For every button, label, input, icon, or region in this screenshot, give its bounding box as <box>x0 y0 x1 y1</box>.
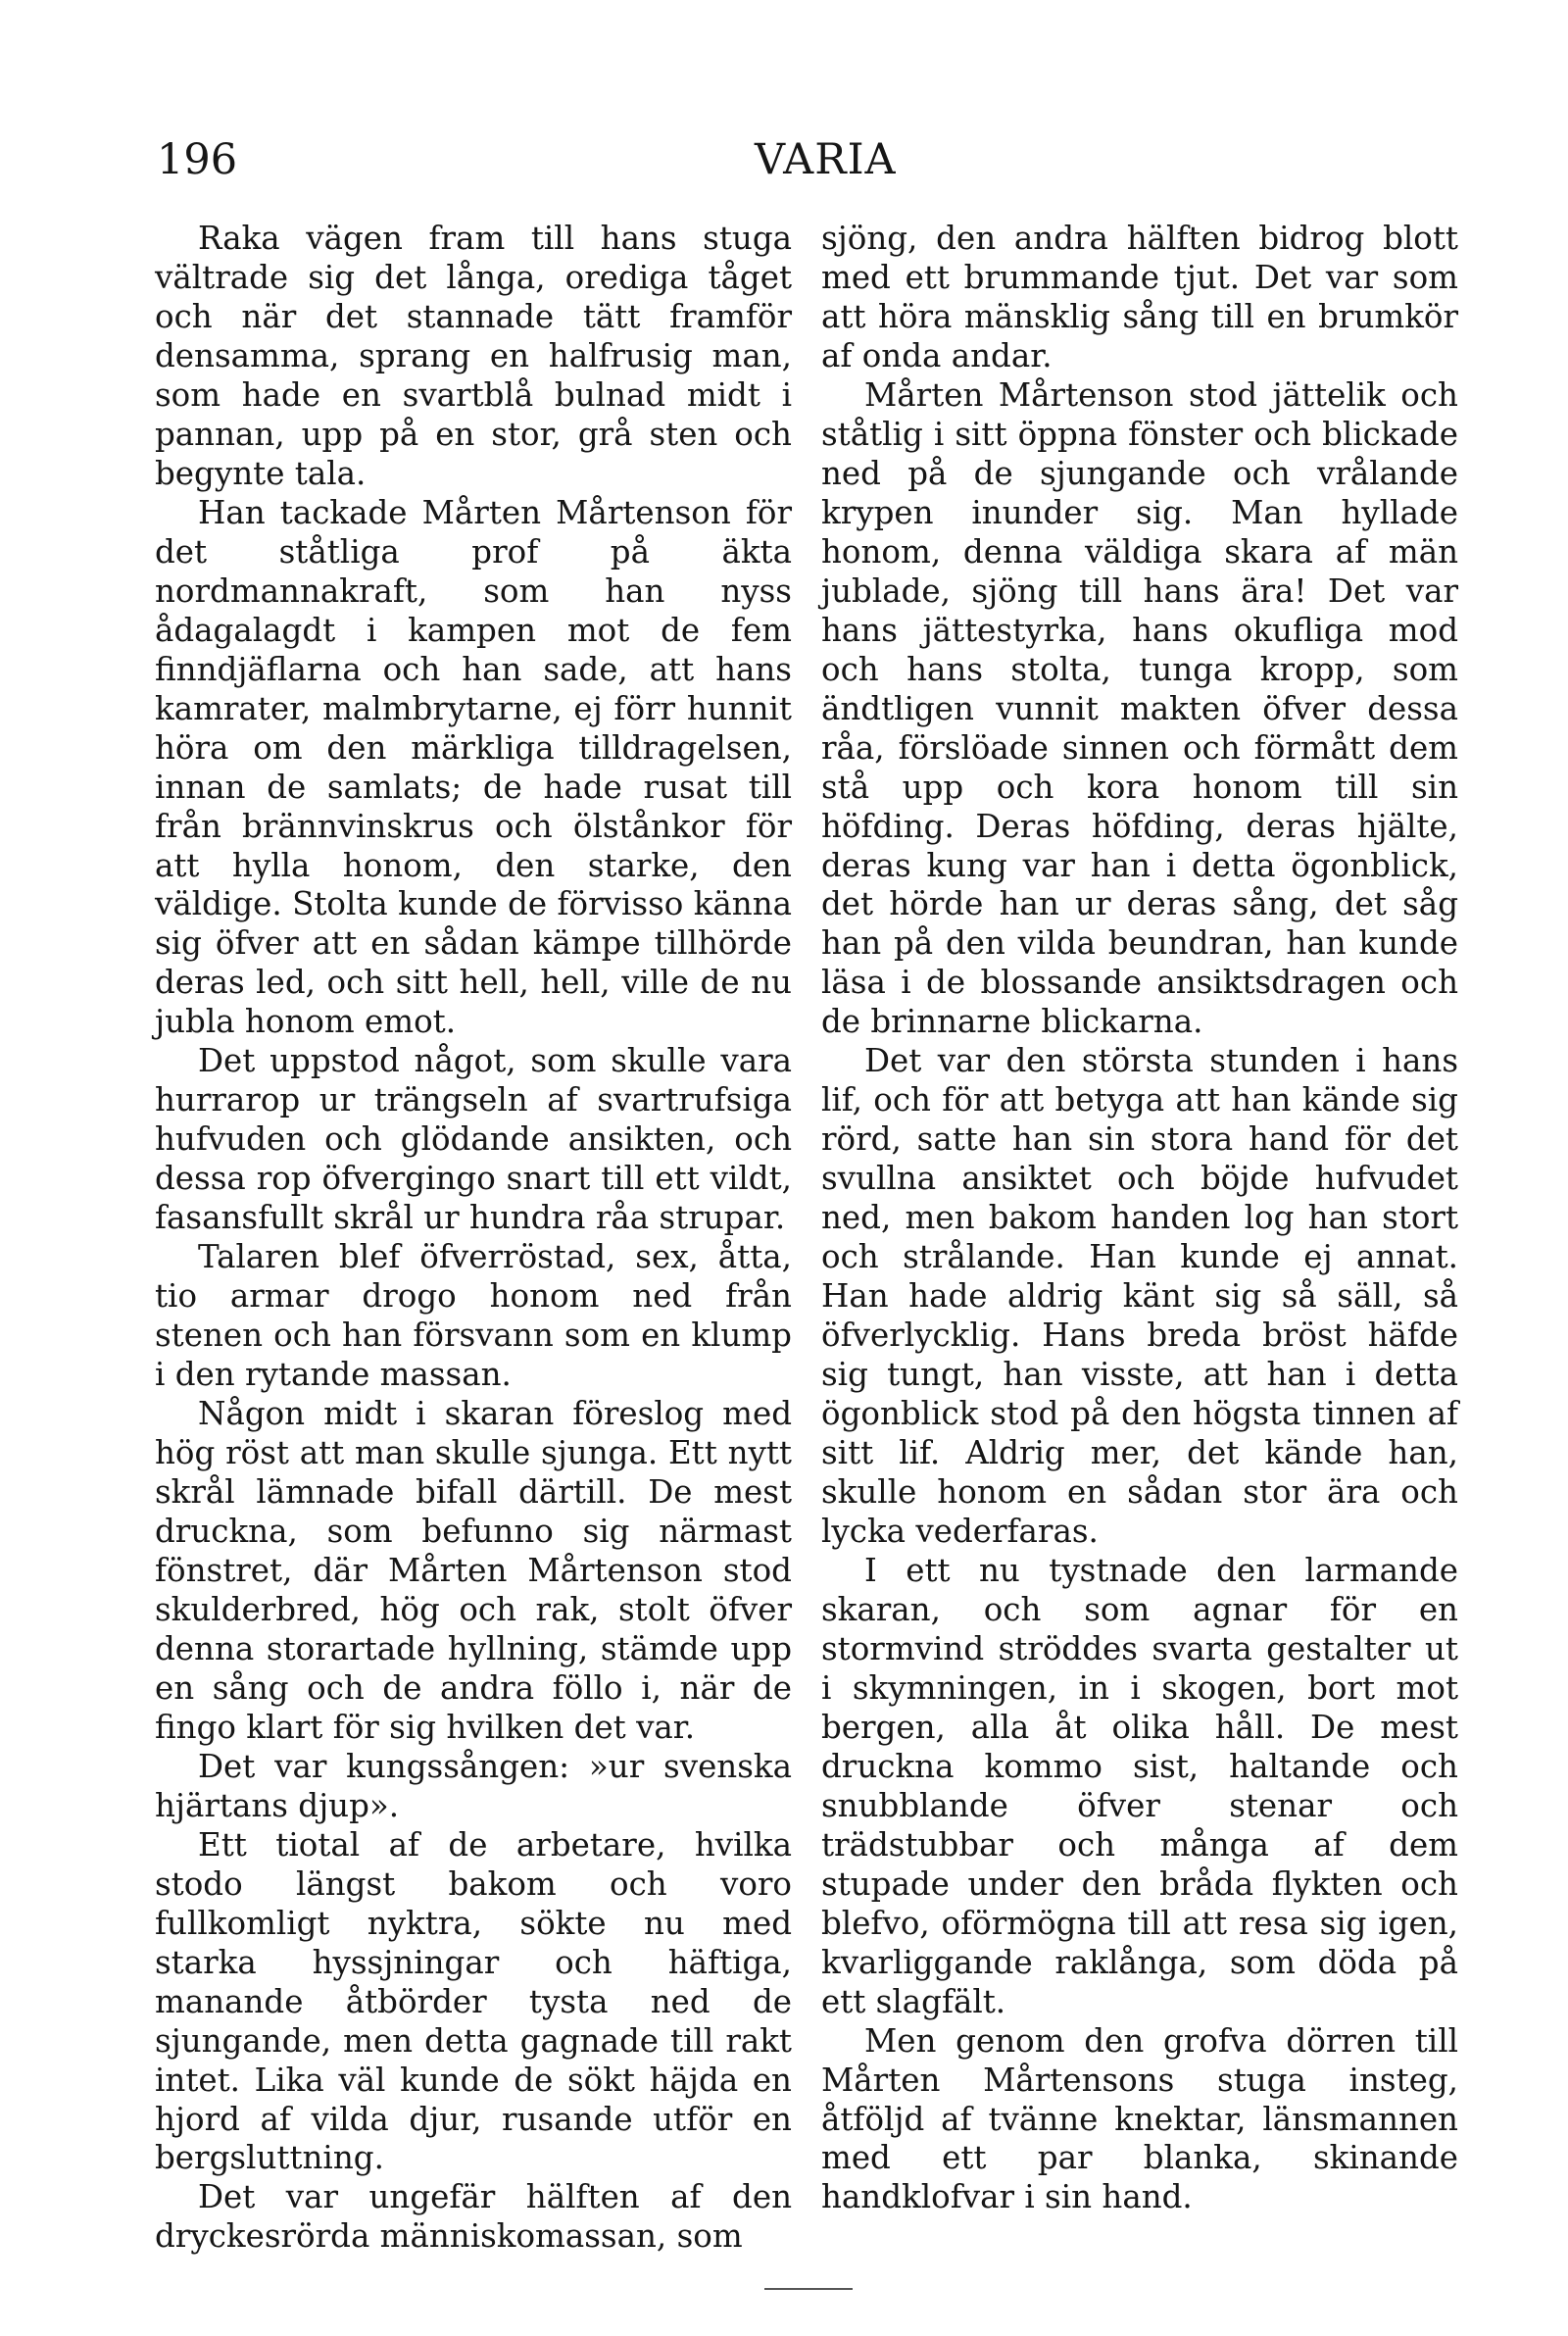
right-column <box>821 220 1458 2217</box>
paragraph: Någon midt i skaran föreslog med hög röst att man skulle sjunga. Ett nytt skrål lämnade bifall därtill. De mest druckna, som befunno sig närmast fönstret, där Mårten Mårtenson stod skulderbred, hög och rak, stolt öfver denna storartade hyllning, stämde upp en sång och de andra föllo i, när de fingo klart för sig hvilken det var. <box>155 1395 792 1746</box>
paragraph: Det uppstod något, som skulle vara hurrarop ur trängseln af svartrufsiga hufvuden och glödande ansikten, och dessa rop öfvergingo snart till ett vildt, fasansfullt skrål ur hundra råa strupar. <box>155 1042 792 1237</box>
running-head: VARIA <box>755 135 897 184</box>
paragraph: Talaren blef öfverröstad, sex, åtta, tio armar drogo honom ned från stenen och han försvann som en klump i den rytande massan. <box>155 1238 792 1394</box>
page-header <box>157 135 1475 194</box>
continued-paragraph: sjöng, den andra hälften bidrog blott med ett brummande tjut. Det var som att höra mänsklig sång till en brumkör af onda andar. <box>821 220 1458 374</box>
paragraph: I ett nu tystnade den larmande skaran, och som agnar för en stormvind ströddes svarta gestalter ut i skymningen, in i skogen, bort mot bergen, alla åt olika håll. De mest druckna kommo sist, haltande och snubblande öfver stenar och trädstubbar och många af dem stupade under den bråda flykten och blefvo, oförmögna till att resa sig igen, kvarliggande raklånga, som döda på ett slagfält. <box>821 1551 1458 2020</box>
paragraph: Mårten Mårtenson stod jättelik och ståtlig i sitt öppna fönster och blickade ned på de sjungande och vrålande krypen inunder sig. Man hyllade honom, denna väldiga skara af män jublade, sjöng till hans ära! Det var hans jättestyrka, hans okufliga mod och hans stolta, tunga kropp, som ändtligen vunnit makten öfver dessa råa, förslöade sinnen och förmått dem stå upp och kora honom till sin höfding. Deras höfding, deras hjälte, deras kung var han i detta ögonblick, det hörde han ur deras sång, det såg han på den vilda beundran, han kunde läsa i de blossande ansiktsdragen och de brinnarne blickarna. <box>821 375 1458 1041</box>
page-number: 196 <box>157 135 238 184</box>
paragraph: Det var den största stunden i hans lif, och för att betyga att han kände sig rörd, satte han sin stora hand för det svullna ansiktet och böjde hufvudet ned, men bakom handen log han stort och strålande. Han kunde ej annat. Han hade aldrig känt sig så säll, så öfverlycklig. Hans breda bröst häfde sig tungt, han visste, att han i detta ögonblick stod på den högsta tinnen af sitt lif. Aldrig mer, det kände han, skulle honom en sådan stor ära och lycka vederfaras. <box>821 1042 1458 1550</box>
paragraph: Men genom den grofva dörren till Mårten Mårtensons stuga insteg, åtföljd af tvänne knektar, länsmannen med ett par blanka, skinande handklofvar i sin hand. <box>821 2021 1458 2216</box>
end-rule <box>764 2288 853 2290</box>
paragraph: Det var kungssången: »ur svenska hjärtans djup». <box>155 1747 792 1824</box>
paragraph: Det var ungefär hälften af den dryckesrörda människomassan, som <box>155 2178 792 2256</box>
left-column <box>155 220 792 2257</box>
paragraph: Han tackade Mårten Mårtenson för det ståtliga prof på äkta nordmannakraft, som han nyss ådagalagdt i kampen mot de fem finndjäflarna och han sade, att hans kamrater, malmbrytarne, ej förr hunnit höra om den märkliga tilldragelsen, innan de samlats; de hade rusat till från brännvinskrus och ölstånkor för att hylla honom, den starke, den väldige. Stolta kunde de förvisso känna sig öfver att en sådan kämpe tillhörde deras led, och sitt hell, hell, ville de nu jubla honom emot. <box>155 493 792 1041</box>
paragraph: Raka vägen fram till hans stuga vältrade sig det långa, orediga tåget och när det stannade tätt framför densamma, sprang en halfrusig man, som hade en svartblå bulnad midt i pannan, upp på en stor, grå sten och begynte tala. <box>155 220 792 492</box>
paragraph: Ett tiotal af de arbetare, hvilka stodo längst bakom och voro fullkomligt nyktra, sökte nu med starka hyssjningar och häftiga, manande åtbörder tysta ned de sjungande, men detta gagnade till rakt intet. Lika väl kunde de sökt häjda en hjord af vilda djur, rusande utför en bergsluttning. <box>155 1825 792 2177</box>
